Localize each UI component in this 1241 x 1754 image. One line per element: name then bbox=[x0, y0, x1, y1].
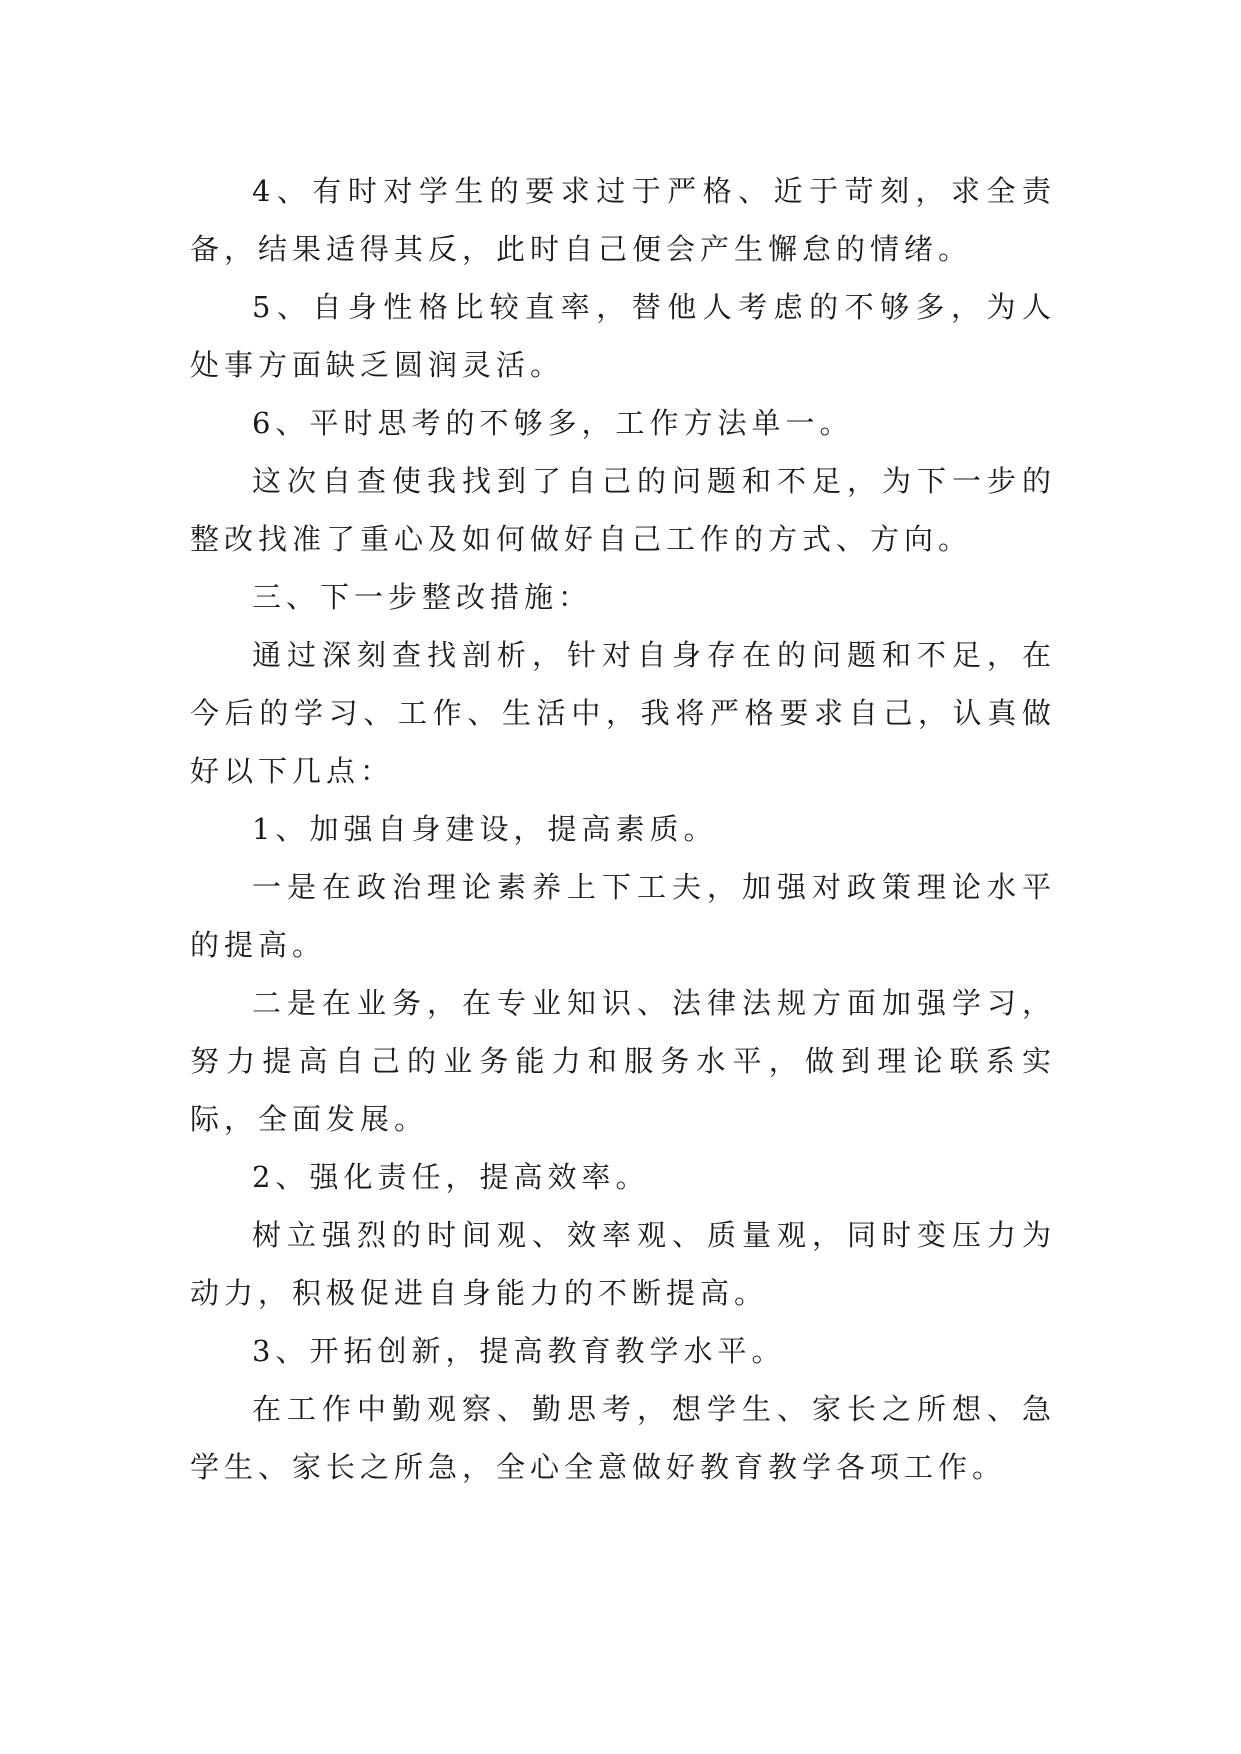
paragraph-item-6: 6、平时思考的不够多，工作方法单一。 bbox=[252, 406, 854, 440]
measure-heading-1: 1、加强自身建设，提高素质。 bbox=[252, 812, 718, 846]
measure-1-point-2: 二是在业务，在专业知识、法律法规方面加强学习，努力提高自己的业务能力和服务水平，做到理论联系实际，全面发展。 bbox=[190, 986, 1056, 1136]
paragraph-item-4: 4、有时对学生的要求过于严格、近于苛刻，求全责备，结果适得其反，此时自己便会产生懈怠的情绪。 bbox=[190, 174, 1056, 266]
measure-2-detail: 树立强烈的时间观、效率观、质量观，同时变压力为动力，积极促进自身能力的不断提高。 bbox=[190, 1218, 1056, 1310]
measure-heading-3: 3、开拓创新，提高教育教学水平。 bbox=[252, 1334, 786, 1368]
paragraph-rectification-intro: 通过深刻查找剖析，针对自身存在的问题和不足，在今后的学习、工作、生活中，我将严格要求自己，认真做好以下几点： bbox=[190, 638, 1056, 788]
paragraph-self-check-summary: 这次自查使我找到了自己的问题和不足，为下一步的整改找准了重心及如何做好自己工作的方式、方向。 bbox=[190, 464, 1056, 556]
measure-1-point-1: 一是在政治理论素养上下工夫，加强对政策理论水平的提高。 bbox=[190, 870, 1056, 962]
document-body bbox=[190, 162, 1056, 1496]
measure-heading-2: 2、强化责任，提高效率。 bbox=[252, 1160, 650, 1194]
measure-3-detail: 在工作中勤观察、勤思考，想学生、家长之所想、急学生、家长之所急，全心全意做好教育教学各项工作。 bbox=[190, 1392, 1056, 1484]
section-heading-rectification: 三、下一步整改措施： bbox=[252, 580, 593, 614]
paragraph-item-5: 5、自身性格比较直率，替他人考虑的不够多，为人处事方面缺乏圆润灵活。 bbox=[190, 290, 1056, 382]
